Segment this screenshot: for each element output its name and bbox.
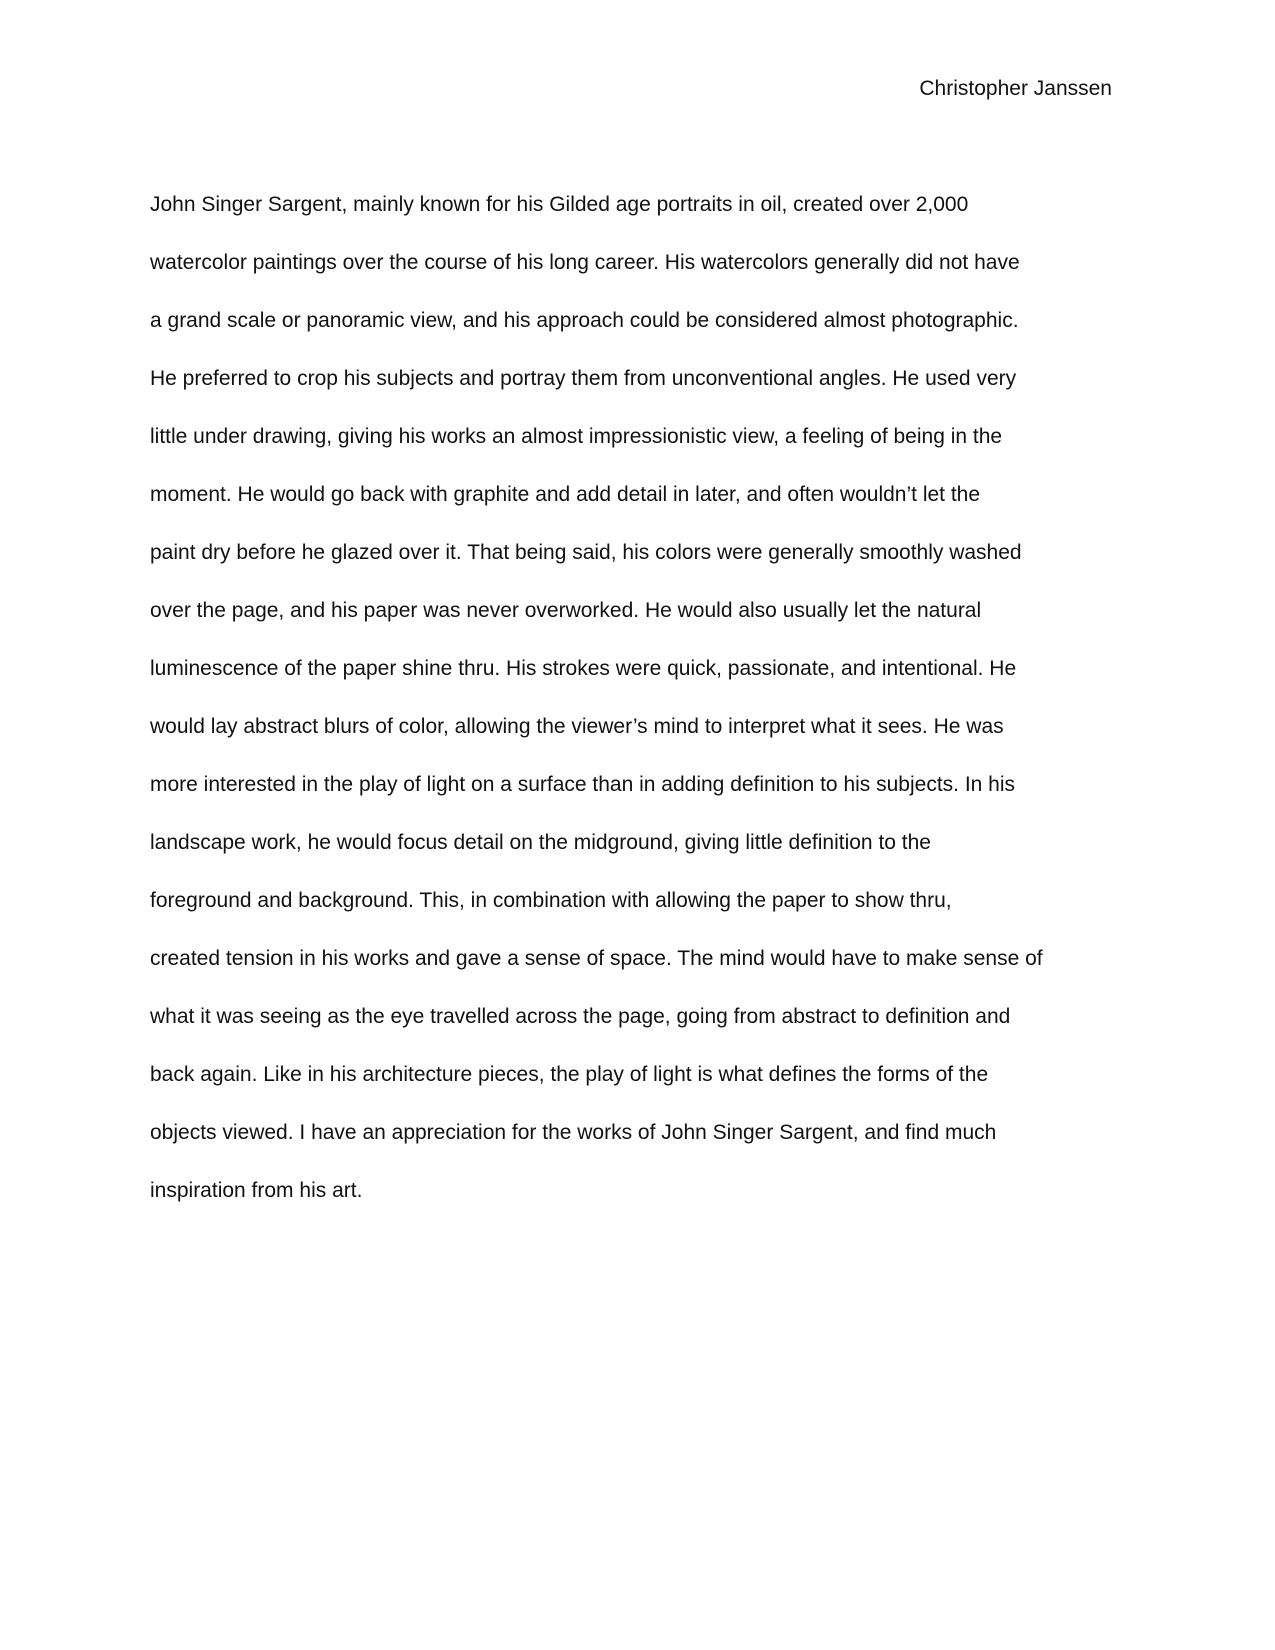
paragraph-line: more interested in the play of light on a surface than in adding definition to his subjects. In his (150, 773, 1016, 796)
paragraph-line: foreground and background. This, in combination with allowing the paper to show thru, (150, 889, 952, 912)
paragraph-line: over the page, and his paper was never overworked. He would also usually let the natural (150, 599, 982, 622)
paragraph-line: what it was seeing as the eye travelled across the page, going from abstract to definition and (150, 1005, 1011, 1028)
paragraph-line: paint dry before he glazed over it. That being said, his colors were generally smoothly washed (150, 541, 1022, 564)
paragraph-line: a grand scale or panoramic view, and his approach could be considered almost photographic. (150, 309, 1019, 332)
essay-paragraph (150, 192, 1130, 1236)
paragraph-line: inspiration from his art. (150, 1179, 363, 1202)
paragraph-line: back again. Like in his architecture pieces, the play of light is what defines the forms of the (150, 1063, 989, 1086)
paragraph-line: little under drawing, giving his works an almost impressionistic view, a feeling of being in the (150, 425, 1003, 448)
author-name: Christopher Janssen (919, 77, 1112, 100)
paragraph-line: watercolor paintings over the course of his long career. His watercolors generally did not have (150, 251, 1020, 274)
paragraph-line: moment. He would go back with graphite and add detail in later, and often wouldn’t let the (150, 483, 981, 506)
paragraph-line: would lay abstract blurs of color, allowing the viewer’s mind to interpret what it sees. He was (150, 715, 1004, 738)
paragraph-line: landscape work, he would focus detail on the midground, giving little definition to the (150, 831, 931, 854)
paragraph-line: objects viewed. I have an appreciation for the works of John Singer Sargent, and find much (150, 1121, 997, 1144)
paragraph-line: created tension in his works and gave a sense of space. The mind would have to make sense of (150, 947, 1043, 970)
paragraph-line: luminescence of the paper shine thru. His strokes were quick, passionate, and intentional. He (150, 657, 1017, 680)
paragraph-line: He preferred to crop his subjects and portray them from unconventional angles. He used very (150, 367, 1017, 390)
paragraph-line: John Singer Sargent, mainly known for his Gilded age portraits in oil, created over 2,000 (150, 193, 969, 216)
